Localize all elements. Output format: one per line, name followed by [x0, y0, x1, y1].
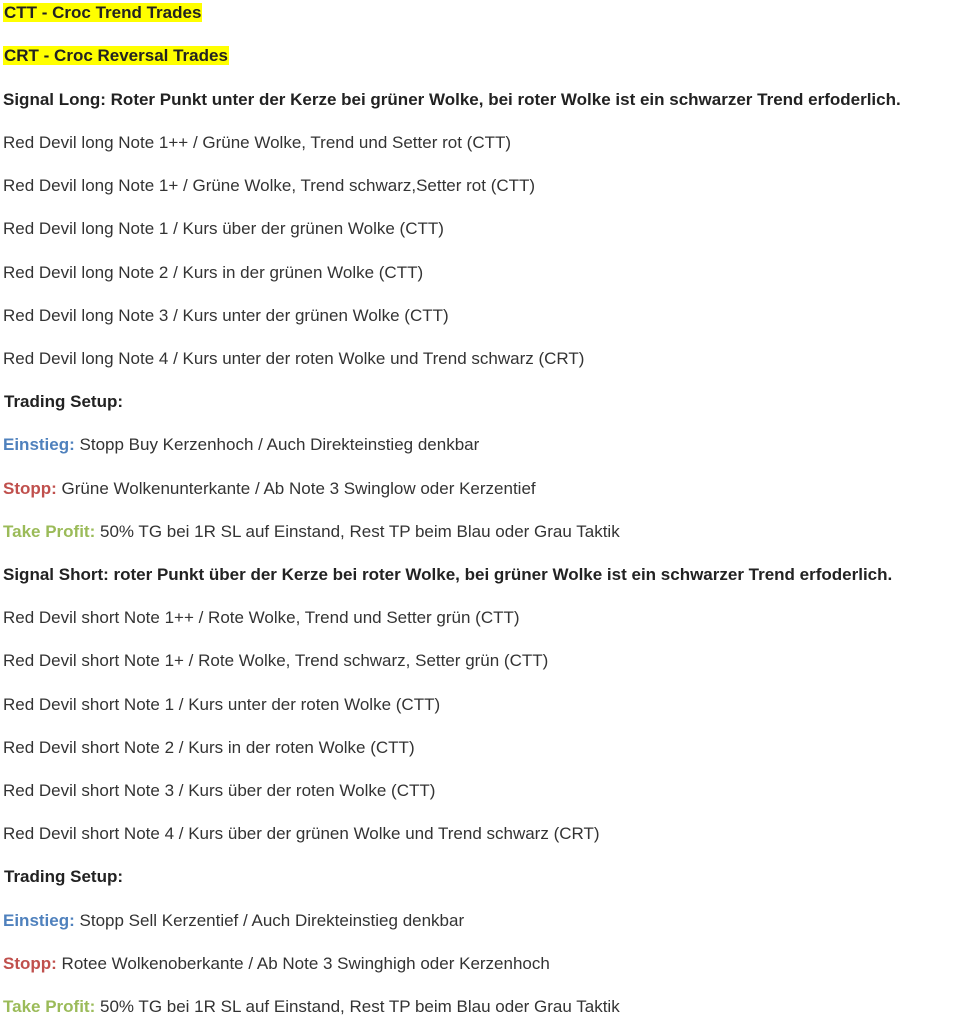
short-note-1: Red Devil short Note 1 / Kurs unter der roten Wolke (CTT)	[3, 695, 441, 714]
short-stopp-label: Stopp:	[3, 954, 57, 973]
short-stopp-text: Rotee Wolkenoberkante / Ab Note 3 Swinghigh oder Kerzenhoch	[56, 954, 550, 973]
long-note-3: Red Devil long Note 3 / Kurs unter der grünen Wolke (CTT)	[3, 306, 449, 325]
short-einstieg-text: Stopp Sell Kerzentief / Auch Direkteinstieg denkbar	[74, 911, 465, 930]
short-stopp	[3, 953, 550, 975]
short-note-1pp: Red Devil short Note 1++ / Rote Wolke, Trend und Setter grün (CTT)	[3, 608, 520, 627]
long-setup-title: Trading Setup:	[4, 392, 123, 411]
short-einstieg-label: Einstieg:	[3, 911, 75, 930]
long-einstieg-label: Einstieg:	[3, 435, 75, 454]
crt-heading	[3, 45, 229, 67]
short-setup-title: Trading Setup:	[4, 867, 123, 886]
short-note-4: Red Devil short Note 4 / Kurs über der grünen Wolke und Trend schwarz (CRT)	[3, 824, 600, 843]
short-tp-label: Take Profit:	[3, 997, 96, 1016]
long-note-1p: Red Devil long Note 1+ / Grüne Wolke, Trend schwarz,Setter rot (CTT)	[3, 176, 536, 195]
signal-long: Signal Long: Roter Punkt unter der Kerze bei grüner Wolke, bei roter Wolke ist ein schwarzer Trend erfoderlich.	[3, 90, 901, 109]
short-note-3: Red Devil short Note 3 / Kurs über der roten Wolke (CTT)	[3, 781, 436, 800]
long-note-4: Red Devil long Note 4 / Kurs unter der roten Wolke und Trend schwarz (CRT)	[3, 349, 585, 368]
long-tp-text: 50% TG bei 1R SL auf Einstand, Rest TP beim Blau oder Grau Taktik	[95, 522, 620, 541]
long-stopp-label: Stopp:	[3, 479, 57, 498]
long-tp-label: Take Profit:	[3, 522, 96, 541]
short-tp-text: 50% TG bei 1R SL auf Einstand, Rest TP beim Blau oder Grau Taktik	[95, 997, 620, 1016]
long-stopp	[3, 478, 536, 500]
long-take-profit	[3, 521, 620, 543]
ctt-heading	[3, 2, 202, 24]
short-take-profit	[3, 996, 620, 1018]
ctt-highlight: CTT - Croc Trend Trades	[4, 3, 202, 22]
long-note-1: Red Devil long Note 1 / Kurs über der grünen Wolke (CTT)	[3, 219, 444, 238]
long-note-1pp: Red Devil long Note 1++ / Grüne Wolke, Trend und Setter rot (CTT)	[3, 133, 512, 152]
long-note-2: Red Devil long Note 2 / Kurs in der grünen Wolke (CTT)	[3, 263, 424, 282]
signal-short: Signal Short: roter Punkt über der Kerze bei roter Wolke, bei grüner Wolke ist ein schwarzer Trend erfoderlich.	[3, 565, 893, 584]
long-einstieg	[3, 434, 479, 456]
long-einstieg-text: Stopp Buy Kerzenhoch / Auch Direkteinstieg denkbar	[74, 435, 480, 454]
short-note-2: Red Devil short Note 2 / Kurs in der roten Wolke (CTT)	[3, 738, 415, 757]
long-stopp-text: Grüne Wolkenunterkante / Ab Note 3 Swinglow oder Kerzentief	[56, 479, 536, 498]
short-einstieg	[3, 910, 464, 932]
crt-highlight: CRT - Croc Reversal Trades	[4, 46, 228, 65]
short-note-1p: Red Devil short Note 1+ / Rote Wolke, Trend schwarz, Setter grün (CTT)	[3, 651, 549, 670]
